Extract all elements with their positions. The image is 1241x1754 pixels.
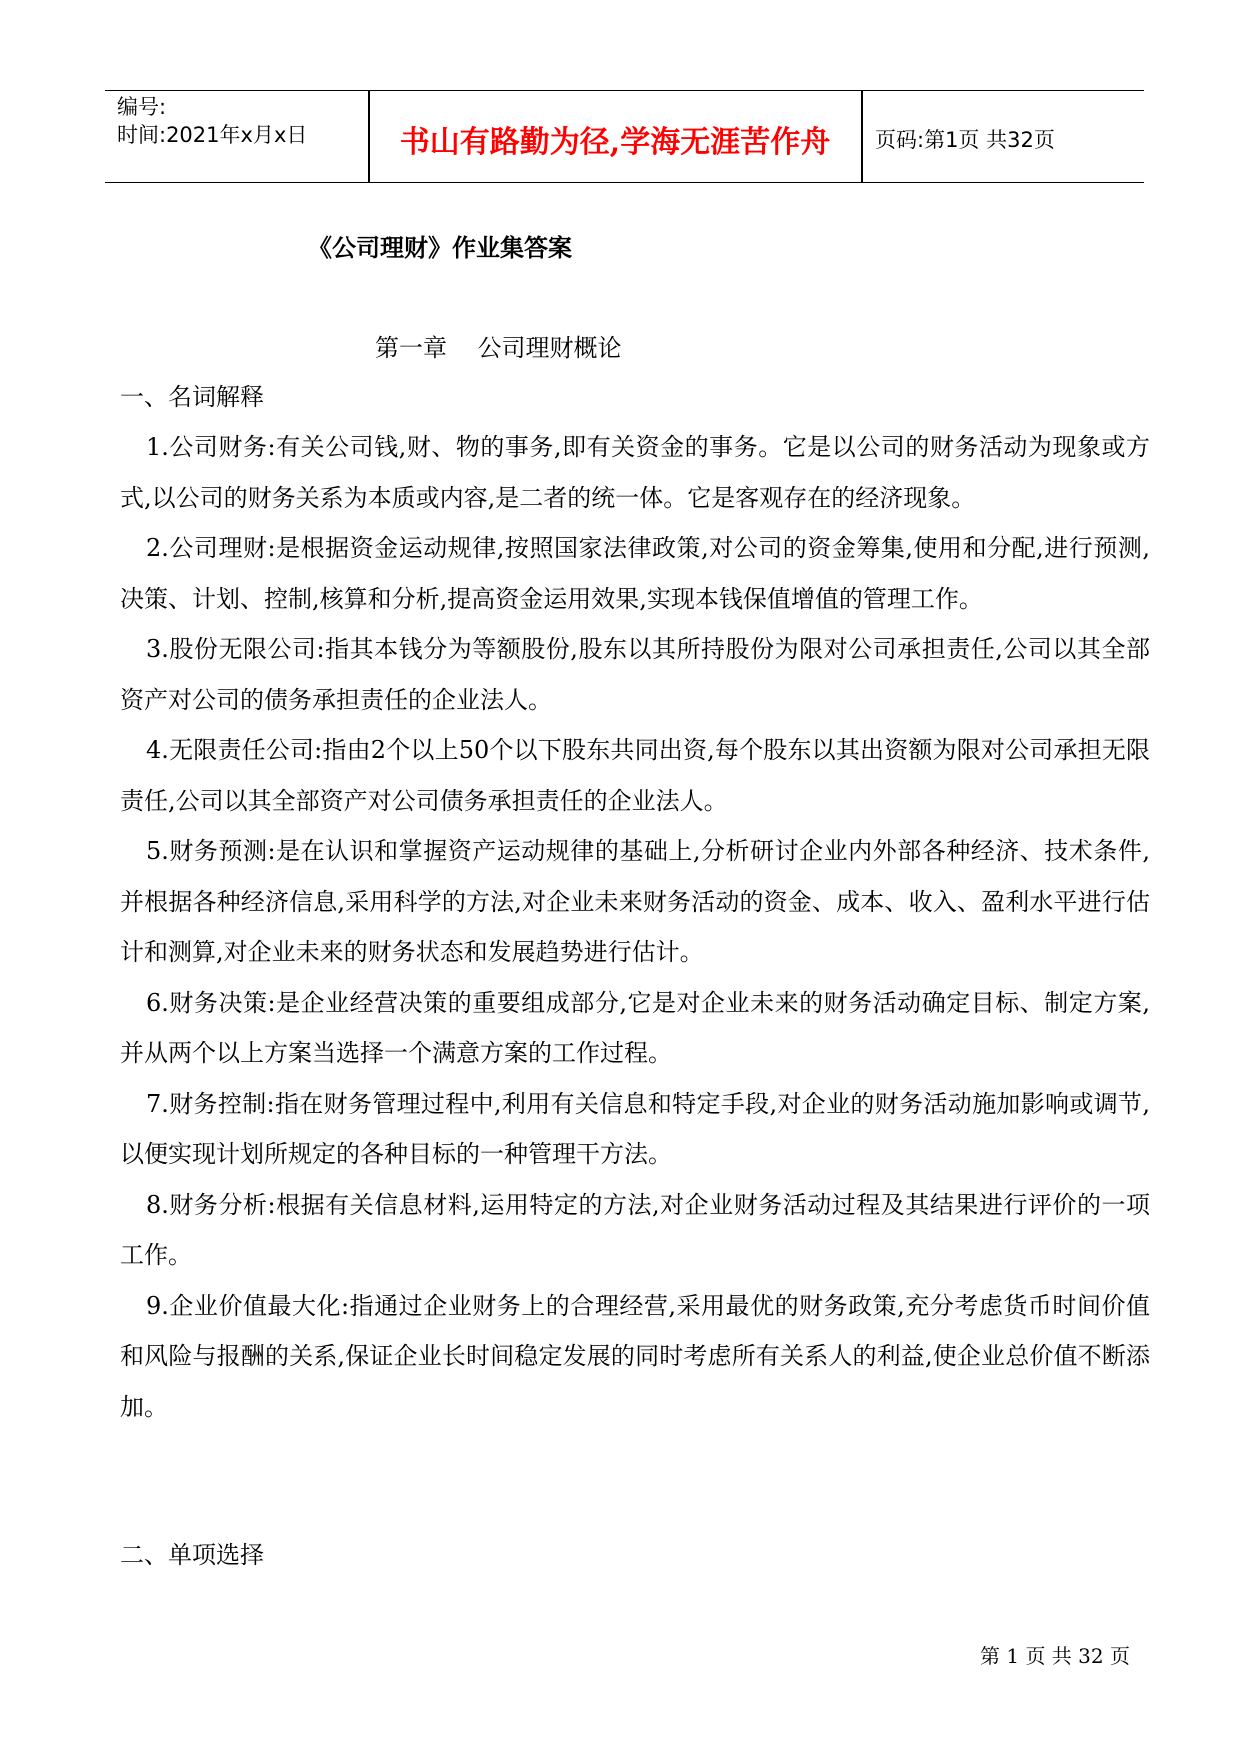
time-label: 时间:2021年x月x日 xyxy=(117,123,308,147)
list-item: 1.公司财务:有关公司钱,财、物的事务,即有关资金的事务。它是以公司的财务活动为现象或方式,以公司的财务关系为本质或内容,是二者的统一体。它是客观存在的经济现象。 xyxy=(120,433,1150,512)
header-motto: 书山有路勤为径,学海无涯苦作舟 xyxy=(399,124,831,160)
list-item: 4.无限责任公司:指由2个以上50个以下股东共同出资,每个股东以其出资额为限对公司承担无限责任,公司以其全部资产对公司债务承担责任的企业法人。 xyxy=(120,736,1150,815)
list-item: 9.企业价值最大化:指通过企业财务上的合理经营,采用最优的财务政策,充分考虑货币时间价值和风险与报酬的关系,保证企业长时间稳定发展的同时考虑所有关系人的利益,使企业总价值不断添加。 xyxy=(120,1291,1150,1421)
list-item: 2.公司理财:是根据资金运动规律,按照国家法律政策,对公司的资金筹集,使用和分配,进行预测,决策、计划、控制,核算和分析,提高资金运用效果,实现本钱保值增值的管理工作。 xyxy=(120,534,1150,613)
page-footer: 第 1 页 共 32 页 xyxy=(980,1644,1130,1668)
number-label: 编号: xyxy=(117,95,167,119)
header-divider xyxy=(861,91,863,182)
list-item: 5.财务预测:是在认识和掌握资产运动规律的基础上,分析研讨企业内外部各种经济、技术条件,并根据各种经济信息,采用科学的方法,对企业未来财务活动的资金、成本、收入、盈利水平进行估计和测算,对企业未来的财务状态和发展趋势进行估计。 xyxy=(120,837,1150,966)
list-item: 7.财务控制:指在财务管理过程中,利用有关信息和特定手段,对企业的财务活动施加影响或调节,以便实现计划所规定的各种目标的一种管理干方法。 xyxy=(120,1089,1150,1168)
section-heading-single-choice: 二、单项选择 xyxy=(120,1541,264,1569)
document-title: 《公司理财》作业集答案 xyxy=(308,234,572,262)
list-item: 8.财务分析:根据有关信息材料,运用特定的方法,对企业财务活动过程及其结果进行评价的一项工作。 xyxy=(120,1190,1150,1269)
terms-list xyxy=(120,422,1150,1432)
section-heading-definitions: 一、名词解释 xyxy=(120,383,264,411)
header-meta xyxy=(117,93,307,149)
list-item: 3.股份无限公司:指其本钱分为等额股份,股东以其所持股份为限对公司承担责任,公司以其全部资产对公司的债务承担责任的企业法人。 xyxy=(120,635,1150,714)
chapter-title: 第一章 公司理财概论 xyxy=(375,334,622,362)
list-item: 6.财务决策:是企业经营决策的重要组成部分,它是对企业未来的财务活动确定目标、制定方案,并从两个以上方案当选择一个满意方案的工作过程。 xyxy=(120,988,1150,1067)
page-header xyxy=(105,90,1144,183)
header-page-info: 页码:第1页 共32页 xyxy=(875,127,1055,152)
